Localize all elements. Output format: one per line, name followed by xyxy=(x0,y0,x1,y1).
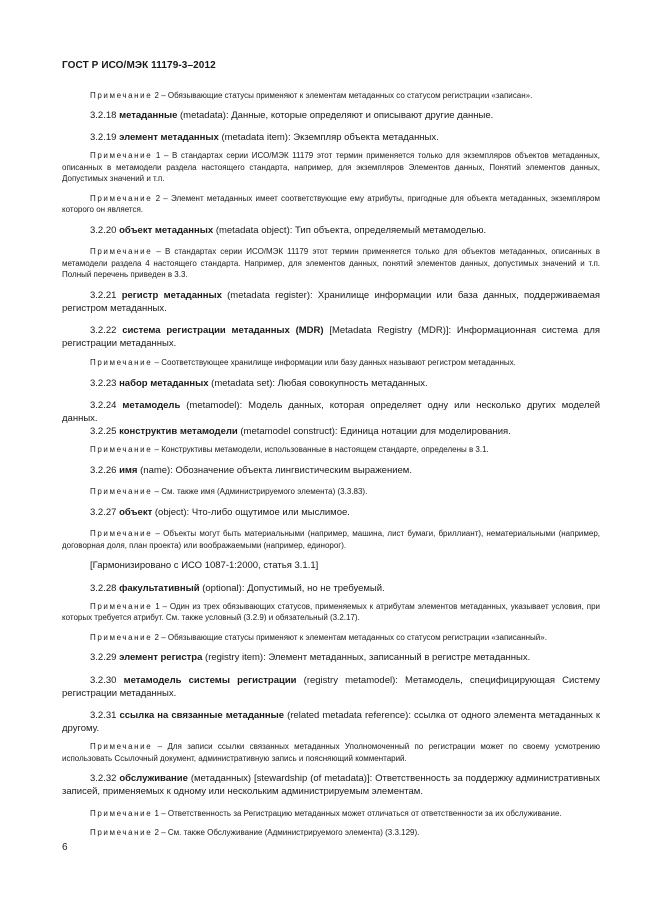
note-label: Примечание xyxy=(90,247,153,256)
note-text: Обязывающие статусы применяют к элементам метаданных со статусом регистрации «записан». xyxy=(167,91,533,100)
term-text: (related metadata reference): ссылка от одного элемента метаданных к другому. xyxy=(62,710,601,734)
note-text: Конструктивы метамодели, использованные в настоящем стандарте, определены в 3.1. xyxy=(161,445,489,454)
term-name: объект метаданных xyxy=(119,224,214,236)
note-text: Один из трех обязывающих статусов, применяемых к атрибутам элементов метаданных, указывает условия, при которых требуется атрибут. См. также условный (3.2.9) и обязательный (3.2.17). xyxy=(62,601,600,622)
note-text: Для записи ссылки связанных метаданных Уполномоченный по регистрации может по своему усмотрению использовать Ссылочный документ, административную запись и поясняющий комментарий. xyxy=(62,742,600,763)
term-name: система регистрации метаданных (MDR) xyxy=(122,325,324,336)
reference-note: [Гармонизировано с ИСО 1087-1:2000, статья 3.1.1] xyxy=(90,560,319,571)
term-definition xyxy=(62,377,600,390)
term-name: метамодель системы регистрации xyxy=(123,674,297,686)
note-number: 2 xyxy=(154,632,159,642)
note-number: 1 xyxy=(155,151,161,160)
note-label: Примечание xyxy=(90,358,153,367)
term-number: 3.2.31 xyxy=(90,710,117,721)
page-body xyxy=(62,90,600,847)
term-text: (metadata item): Экземпляр объекта метаданных. xyxy=(221,132,439,143)
note-paragraph: Примечание 2 – См. также Обслуживание (Администрируемого элемента) (3.3.129). xyxy=(90,828,420,837)
term-definition xyxy=(62,506,600,519)
note-text: В стандартах серии ИСО/МЭК 11179 этот термин применяется только для экземпляров объектов метаданных, описанных в метамодели раздела настоящего стандарта, например, для экземпляров Элементов данных, Понятий элементов данных, Допустимых значений и т.п. xyxy=(62,151,600,183)
note-label: Примечание xyxy=(90,193,153,203)
term-definition xyxy=(62,109,600,122)
term-text: (metadata set): Любая совокупность метаданных. xyxy=(211,377,428,389)
note-label: Примечание xyxy=(90,91,153,100)
note-paragraph: Примечание – В стандартах серии ИСО/МЭК 11179 этот термин применяется только для объектов метаданных, описанных в метамодели раздела 4 настоящего стандарта. Например, для элементов данных, понятий элементов данных, допустимых значений и т.п. Полный перечень приведен в 3.3. xyxy=(62,247,600,279)
term-definition xyxy=(62,425,600,438)
term-name: факультативный xyxy=(119,582,200,594)
term-number: 3.2.26 xyxy=(90,464,117,476)
term-text: (metamodel): Модель данных, которая определяет одну или несколько других моделей данных. xyxy=(62,400,601,424)
term-name: конструктив метамодели xyxy=(119,426,238,437)
term-number: 3.2.22 xyxy=(90,325,117,336)
term-number: 3.2.18 xyxy=(90,109,117,121)
term-name: ссылка на связанные метаданные xyxy=(119,710,285,721)
term-number: 3.2.29 xyxy=(90,652,117,663)
note-number: 1 xyxy=(154,808,159,818)
term-name: метаданные xyxy=(119,109,178,121)
term-text: (object): Что-либо ощутимое или мыслимое. xyxy=(154,506,350,518)
term-name: набор метаданных xyxy=(119,377,209,389)
term-text: (metadata register): Хранилище информации или база данных, поддерживаемая регистром метаданных. xyxy=(62,289,601,314)
note-text: Ответственность за Регистрацию метаданных может отличаться от ответственности за их обслуживание. xyxy=(167,808,562,818)
note-paragraph: Примечание 2 – Обязывающие статусы применяют к элементам метаданных со статусом регистрации «записан». xyxy=(90,91,533,100)
note-paragraph: Примечание 1 – Ответственность за Регистрацию метаданных может отличаться от ответственности за их обслуживание. xyxy=(90,808,562,818)
note-paragraph: Примечание – Конструктивы метамодели, использованные в настоящем стандарте, определены в 3.1. xyxy=(90,445,489,454)
note-paragraph: Примечание – Объекты могут быть материальными (например, машина, лист бумаги, бриллиант), нематериальными (например, договорная доля, план проекта) или воображаемыми (например, единорог). xyxy=(62,529,600,550)
term-number: 3.2.20 xyxy=(90,224,117,236)
term-name: метамодель xyxy=(122,400,181,411)
note-number: 2 xyxy=(154,828,159,837)
note-text: См. также Обслуживание (Администрируемого элемента) (3.3.129). xyxy=(167,828,420,837)
note-text: Соответствующее хранилище информации или базу данных называют регистром метаданных. xyxy=(161,358,516,367)
term-text: [Metadata Registry (MDR)]: Информационная система для регистрации метаданных. xyxy=(62,325,601,349)
term-number: 3.2.23 xyxy=(90,377,117,389)
term-text: (метаданных) [stewardship (of metadata)]: Ответственность за поддержку административных записей, применяемых к одному или нескольким администрируемым элементам. xyxy=(62,773,600,797)
note-text: Объекты могут быть материальными (например, машина, лист бумаги, бриллиант), нематериальными (например, договорная доля, план проекта) или воображаемыми (например, единорог). xyxy=(62,529,600,550)
note-paragraph: Примечание 1 – Один из трех обязывающих статусов, применяемых к атрибутам элементов метаданных, указывает условия, при которых требуется атрибут. См. также условный (3.2.9) и обязательный (3.2.17). xyxy=(62,601,600,622)
term-definition xyxy=(62,324,600,350)
note-number: 2 xyxy=(154,91,159,100)
term-number: 3.2.27 xyxy=(90,506,117,518)
note-number: 1 xyxy=(155,601,160,611)
term-definition xyxy=(62,131,600,144)
note-label: Примечание xyxy=(90,828,153,837)
term-definition xyxy=(62,224,600,237)
note-label: Примечание xyxy=(90,632,153,642)
term-text: (registry item): Элемент метаданных, записанный в регистре метаданных. xyxy=(205,652,531,663)
term-definition xyxy=(62,772,600,798)
note-paragraph: Примечание – Для записи ссылки связанных метаданных Уполномоченный по регистрации может по своему усмотрению использовать Ссылочный документ, административную запись и поясняющий комментарий. xyxy=(62,742,600,763)
note-label: Примечание xyxy=(90,529,153,538)
term-definition xyxy=(62,674,600,700)
term-definition xyxy=(62,399,600,425)
note-paragraph: Примечание – См. также имя (Администрируемого элемента) (3.3.83). xyxy=(90,487,368,496)
note-label: Примечание xyxy=(90,601,153,611)
term-number: 3.2.30 xyxy=(90,674,117,686)
term-definition xyxy=(62,582,600,595)
term-definition xyxy=(62,289,600,315)
note-text: Элемент метаданных имеет соответствующие ему атрибуты, пригодные для объекта метаданных, экземпляром которого он является. xyxy=(62,193,600,214)
term-name: обслуживание xyxy=(119,773,188,784)
note-paragraph: Примечание 1 – В стандартах серии ИСО/МЭК 11179 этот термин применяется только для экземпляров объектов метаданных, описанных в метамодели раздела настоящего стандарта, например, для экземпляров Элементов данных, Понятий элементов данных, Допустимых значений и т.п. xyxy=(62,151,600,183)
note-label: Примечание xyxy=(90,445,153,454)
note-text: В стандартах серии ИСО/МЭК 11179 этот термин применяется только для объектов метаданных, описанных в метамодели раздела 4 настоящего стандарта. Например, для элементов данных, понятий элементов данных, допустимых значений и т.п. Полный перечень приведен в 3.3. xyxy=(62,247,600,279)
term-number: 3.2.28 xyxy=(90,582,117,594)
note-paragraph: Примечание 2 – Обязывающие статусы применяют к элементам метаданных со статусом регистрации «записанный». xyxy=(90,632,547,642)
document-header: ГОСТ Р ИСО/МЭК 11179-3–2012 xyxy=(62,60,216,71)
term-text: (metadata): Данные, которые определяют и описывают другие данные. xyxy=(180,109,494,121)
page-number: 6 xyxy=(62,842,68,853)
note-label: Примечание xyxy=(90,808,153,818)
note-paragraph: Примечание 2 – Элемент метаданных имеет соответствующие ему атрибуты, пригодные для объекта метаданных, экземпляром которого он является. xyxy=(62,193,600,214)
term-text: (metamodel construct): Единица нотации для моделирования. xyxy=(240,426,511,437)
term-number: 3.2.24 xyxy=(90,400,117,411)
note-paragraph: Примечание – Соответствующее хранилище информации или базу данных называют регистром метаданных. xyxy=(90,358,516,367)
term-name: элемент регистра xyxy=(119,652,203,663)
term-definition xyxy=(62,651,600,664)
term-text: (name): Обозначение объекта лингвистическим выражением. xyxy=(140,464,412,476)
note-label: Примечание xyxy=(90,487,153,496)
term-definition xyxy=(62,709,600,735)
term-number: 3.2.25 xyxy=(90,426,117,437)
note-text: Обязывающие статусы применяют к элементам метаданных со статусом регистрации «записанный». xyxy=(167,632,547,642)
term-number: 3.2.21 xyxy=(90,289,117,301)
term-text: (metadata object): Тип объекта, определяемый метамоделью. xyxy=(215,224,487,236)
term-number: 3.2.32 xyxy=(90,773,117,784)
term-definition xyxy=(62,464,600,477)
note-label: Примечание xyxy=(90,742,153,751)
term-text: (registry metamodel): Метамодель, специфицирующая Систему регистрации метаданных. xyxy=(62,674,600,699)
note-label: Примечание xyxy=(90,151,153,160)
term-text: (optional): Допустимый, но не требуемый. xyxy=(202,582,385,594)
term-name: регистр метаданных xyxy=(121,289,222,301)
term-number: 3.2.19 xyxy=(90,132,117,143)
term-name: объект xyxy=(119,506,153,518)
term-name: имя xyxy=(119,464,138,476)
term-name: элемент метаданных xyxy=(119,132,219,143)
note-number: 2 xyxy=(155,193,161,203)
note-text: См. также имя (Администрируемого элемента) (3.3.83). xyxy=(161,487,368,496)
